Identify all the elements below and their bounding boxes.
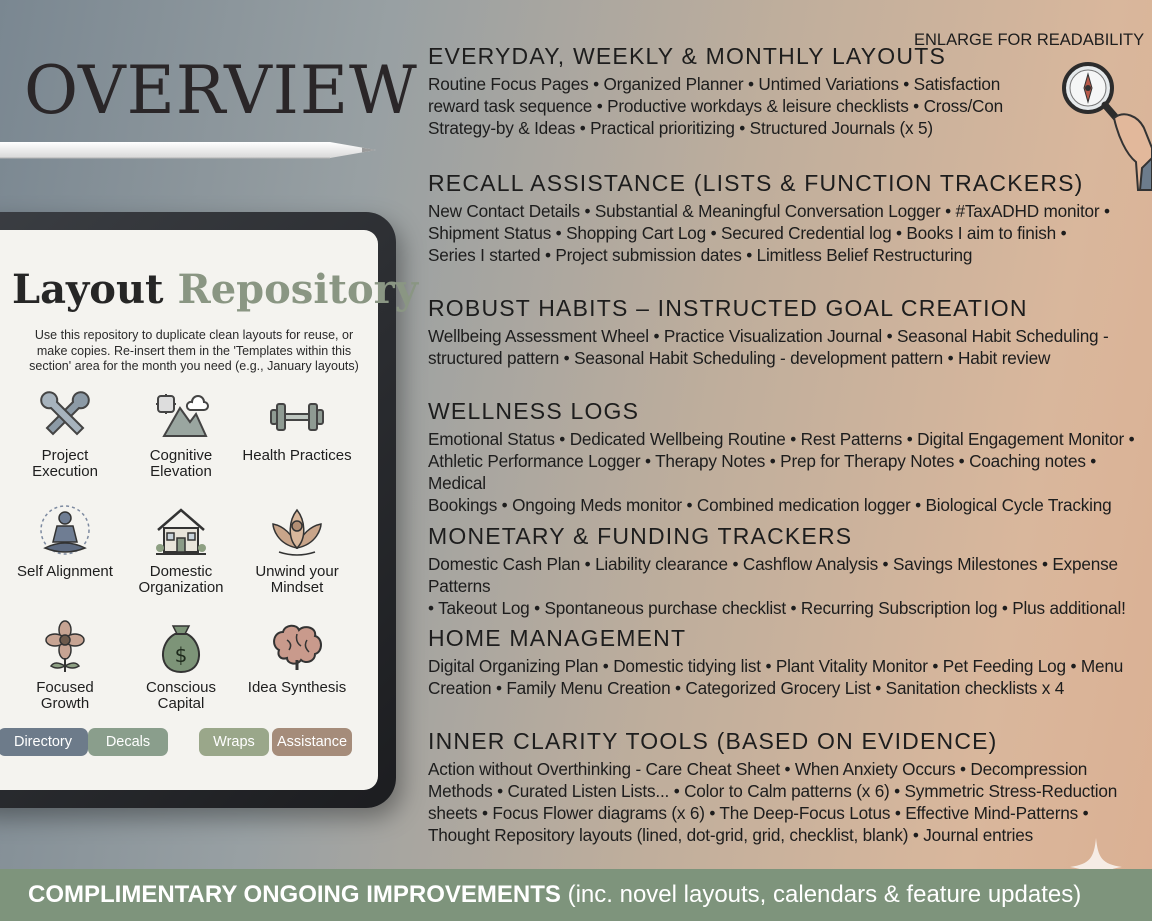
tile-label: Self Alignment [17, 563, 113, 580]
tile-project-execution[interactable] [10, 388, 120, 480]
section-line: Wellbeing Assessment Wheel • Practice Visualization Journal • Seasonal Habit Scheduling - [428, 326, 1109, 346]
meditation-icon [37, 504, 93, 560]
section-heading-home: HOME MANAGEMENT [428, 625, 687, 651]
svg-text:$: $ [174, 643, 188, 667]
tile-cognitive-elevation[interactable] [126, 388, 236, 480]
section-body-layouts [428, 73, 1148, 139]
section-line: reward task sequence • Productive workdays & leisure checklists • Cross/Con [428, 96, 1003, 116]
house-icon [152, 504, 210, 560]
tile-label: Focused Growth [36, 679, 94, 712]
brain-mountain-icon [152, 388, 210, 444]
tile-label: Project Execution [32, 447, 98, 480]
section-line: • Takeout Log • Spontaneous purchase checklist • Recurring Subscription log • Plus additional! [428, 598, 1126, 618]
section-line: Creation • Family Menu Creation • Categorized Grocery List • Sanitation checklists x 4 [428, 678, 1065, 698]
tablet-screen [0, 230, 418, 790]
tile-health-practices[interactable] [242, 388, 352, 464]
flower-icon [37, 620, 93, 676]
section-line: Domestic Cash Plan • Liability clearance • Cashflow Analysis • Savings Milestones • Expense Patterns [428, 554, 1118, 596]
tile-label: Health Practices [242, 447, 352, 464]
section-heading-monetary: MONETARY & FUNDING TRACKERS [428, 523, 853, 549]
enlarge-note: ENLARGE FOR READABILITY [914, 31, 1145, 49]
tile-self-alignment[interactable] [10, 504, 120, 580]
footer-bold-text: COMPLIMENTARY ONGOING IMPROVEMENTS [28, 881, 561, 908]
section-heading-layouts: EVERYDAY, WEEKLY & MONTHLY LAYOUTS [428, 43, 946, 69]
section-line: Thought Repository layouts (lined, dot-grid, grid, checklist, blank) • Journal entries [428, 825, 1033, 845]
section-line: sheets • Focus Flower diagrams (x 6) • The Deep-Focus Lotus • Effective Mind-Patterns • [428, 803, 1089, 823]
section-line: structured pattern • Seasonal Habit Scheduling - development pattern • Habit review [428, 348, 1051, 368]
section-line: Athletic Performance Logger • Therapy Notes • Prep for Therapy Notes • Coaching notes • Medical [428, 451, 1097, 493]
section-line: Series I started • Project submission dates • Limitless Belief Restructuring [428, 245, 973, 265]
section-line: Emotional Status • Dedicated Wellbeing Routine • Rest Patterns • Digital Engagement Monitor • [428, 429, 1135, 449]
section-line: New Contact Details • Substantial & Meaningful Conversation Logger • #TaxADHD monitor • [428, 201, 1110, 221]
lotus-icon [267, 504, 327, 560]
tile-conscious-capital[interactable] [126, 620, 236, 712]
brain-icon [267, 620, 327, 676]
tile-idea-synthesis[interactable] [242, 620, 352, 696]
section-body-wellness [428, 428, 1148, 516]
tile-label: Conscious Capital [145, 679, 217, 712]
money-bag-icon [153, 620, 209, 676]
stylus-pencil-icon [0, 138, 382, 162]
section-line: Methods • Curated Listen Lists... • Color to Calm patterns (x 6) • Symmetric Stress-Reduction [428, 781, 1118, 801]
repository-title-word1: Layout [12, 266, 164, 313]
section-line: Action without Overthinking - Care Cheat Sheet • When Anxiety Occurs • Decompression [428, 759, 1088, 779]
tile-unwind-mindset[interactable] [242, 504, 352, 596]
tile-label: Idea Synthesis [247, 679, 347, 696]
section-heading-recall: RECALL ASSISTANCE (LISTS & FUNCTION TRACKERS) [428, 170, 1084, 196]
section-body-recall [428, 200, 1148, 266]
tile-domestic-organization[interactable] [126, 504, 236, 596]
section-body-habits [428, 325, 1148, 369]
section-line: Routine Focus Pages • Organized Planner • Untimed Variations • Satisfaction [428, 74, 1001, 94]
section-body-clarity [428, 758, 1148, 846]
repository-title-word2: Repository [177, 266, 418, 313]
repository-description: Use this repository to duplicate clean layouts for reuse, or make copies. Re-insert them in the 'Templates within this section' area for the month you need (e.g., January layouts) [29, 328, 359, 373]
footer-banner [0, 869, 1152, 921]
dumbbell-icon [267, 388, 327, 444]
decals-button[interactable]: Decals [88, 728, 168, 756]
footer-rest-text: (inc. novel layouts, calendars & feature updates) [560, 881, 1082, 908]
tile-label: Cognitive Elevation [149, 447, 213, 480]
directory-button[interactable]: Directory [0, 728, 88, 756]
section-heading-wellness: WELLNESS LOGS [428, 398, 640, 424]
tablet-device [0, 212, 418, 808]
section-heading-clarity: INNER CLARITY TOOLS (BASED ON EVIDENCE) [428, 728, 998, 754]
tile-label: Unwind your Mindset [255, 563, 339, 596]
section-line: Digital Organizing Plan • Domestic tidying list • Plant Vitality Monitor • Pet Feeding Log • Menu [428, 656, 1124, 676]
tile-focused-growth[interactable] [10, 620, 120, 712]
section-line: Bookings • Ongoing Meds monitor • Combined medication logger • Biological Cycle Tracking [428, 495, 1112, 515]
wraps-button[interactable]: Wraps [199, 728, 269, 756]
assistance-button[interactable]: Assistance [272, 728, 352, 756]
section-line: Shipment Status • Shopping Cart Log • Secured Credential log • Books I aim to finish • [428, 223, 1067, 243]
tile-label: Domestic Organization [138, 563, 224, 596]
repository-title [12, 266, 418, 313]
overview-title: OVERVIEW [24, 52, 418, 129]
section-line: Strategy-by & Ideas • Practical prioritizing • Structured Journals (x 5) [428, 118, 933, 138]
section-body-monetary [428, 553, 1148, 619]
wrench-icon [37, 388, 93, 444]
section-heading-habits: ROBUST HABITS – INSTRUCTED GOAL CREATION [428, 295, 1028, 321]
section-body-home [428, 655, 1148, 699]
